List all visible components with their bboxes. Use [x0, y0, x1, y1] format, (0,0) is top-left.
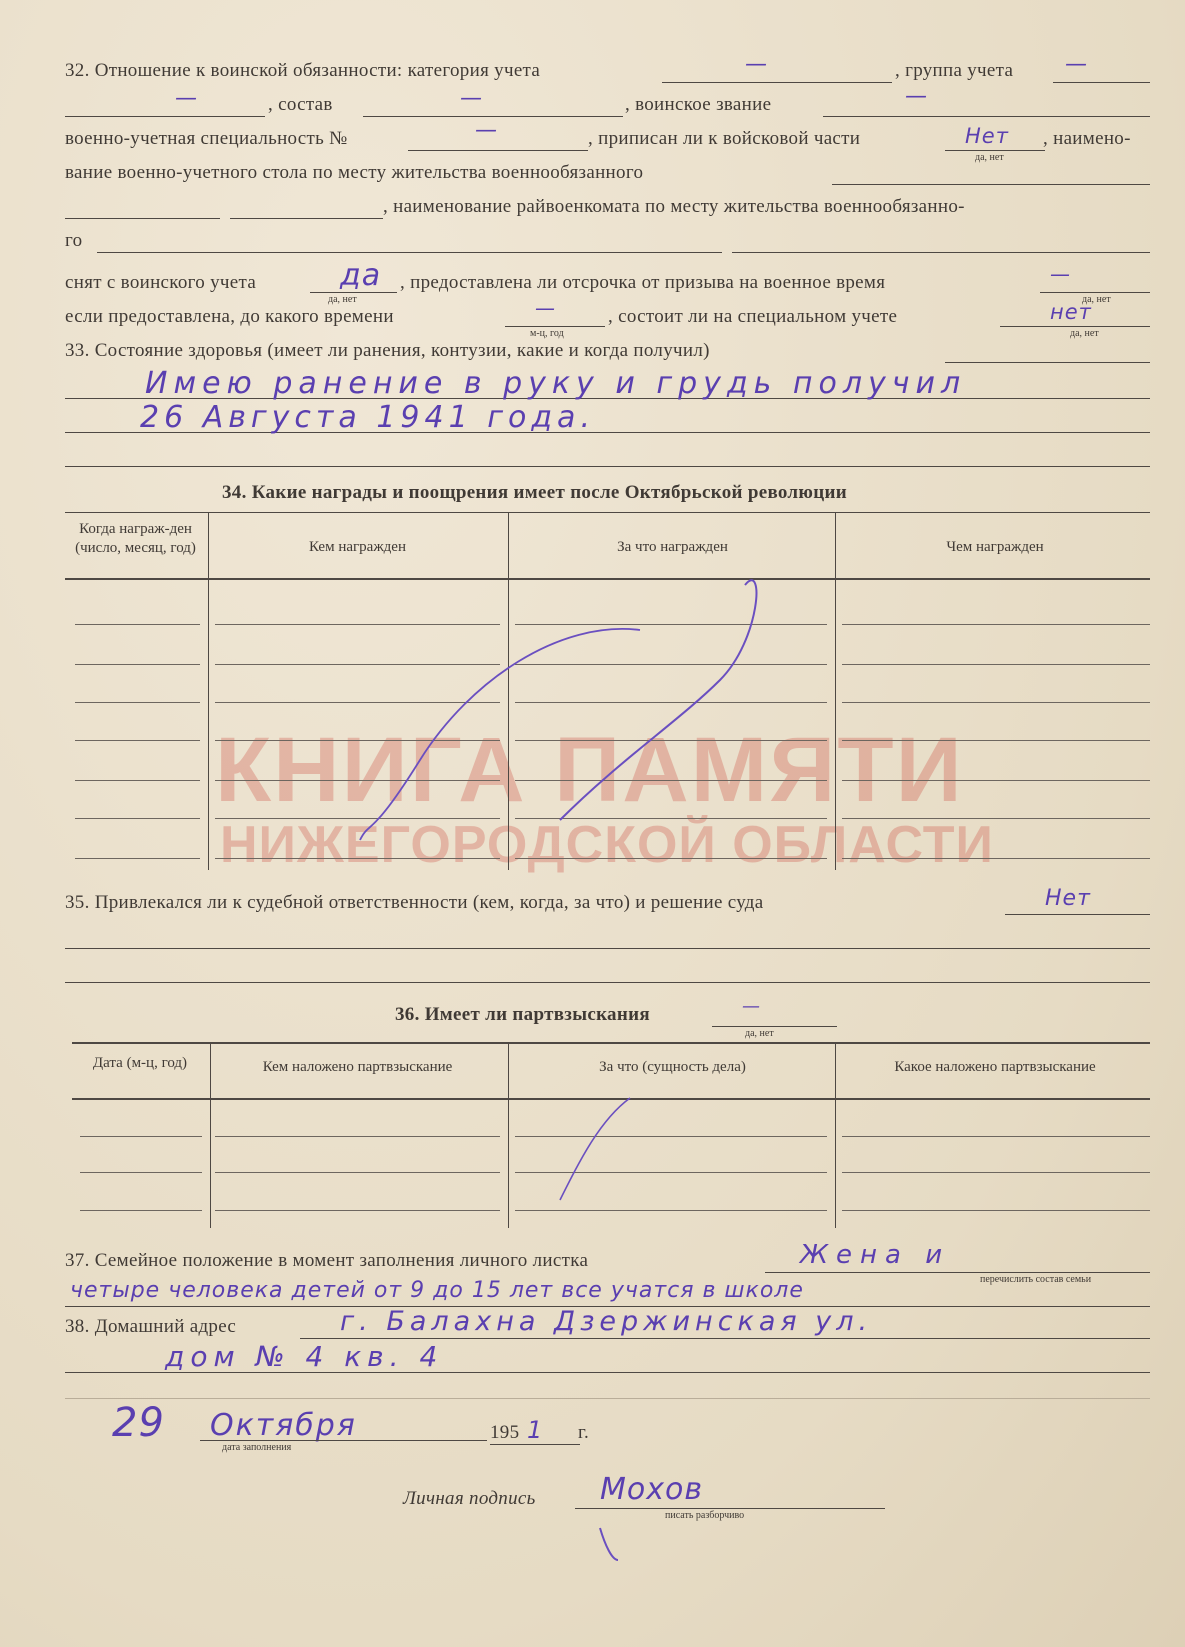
f35-label: 35. Привлекался ли к судебной ответственности (кем, когда, за что) и решение суда	[65, 892, 764, 913]
f36-value: —	[742, 996, 761, 1017]
f32-until-label: если предоставлена, до какого времени	[65, 306, 394, 327]
date-year-digit: 1	[527, 1416, 544, 1444]
signature-hint: писать разборчиво	[665, 1510, 745, 1521]
f32-rank-label: , воинское звание	[625, 94, 772, 115]
f32-unit-value: Нет	[965, 124, 1009, 148]
f34-col2-header: Кем награжден	[308, 539, 406, 555]
f37-line2: четыре человека детей от 9 до 15 лет все учатся в школе	[70, 1278, 804, 1303]
f32-group-value: —	[1065, 52, 1088, 77]
date-hint: дата заполнения	[222, 1442, 292, 1453]
f32-removed-value: да	[340, 258, 382, 293]
f37-hint: перечислить состав семьи	[980, 1274, 1092, 1285]
f32-table-label: вание военно-учетного стола по месту жительства военнообязанного	[65, 162, 644, 183]
f34-col1-header: Когда награж-ден (число, месяц, год)	[75, 521, 196, 556]
f32-deferral-value: —	[1050, 262, 1071, 286]
f32-special-value: нет	[1050, 300, 1092, 324]
f34-col4-header: Чем награжден	[946, 539, 1044, 555]
f35-value: Нет	[1045, 886, 1091, 911]
f32-comp-label: , состав	[268, 94, 333, 115]
f36-title: 36. Имеет ли партвзыскания	[395, 1004, 650, 1025]
f32-go: го	[65, 230, 83, 251]
f32-removed-hint: да, нет	[328, 294, 357, 305]
f36-col3-header: За что (сущность дела)	[599, 1059, 746, 1075]
f37-value: Жена и	[800, 1240, 951, 1270]
f33-text-line1: Имею ранение в руку и грудь получил	[145, 366, 967, 401]
f32-unit-hint: да, нет	[975, 152, 1004, 163]
f36-hint: да, нет	[745, 1028, 774, 1039]
date-year-suffix: г.	[578, 1422, 589, 1443]
f32-group-label: , группа учета	[895, 60, 1014, 81]
f32-raion-label: , наименование райвоенкомата по месту жительства военнообязанно-	[383, 196, 965, 217]
f32-vus-label: военно-учетная специальность №	[65, 128, 348, 149]
f36-col1-header: Дата (м-ц, год)	[92, 1055, 188, 1071]
f34-title: 34. Какие награды и поощрения имеет после Октябрьской революции	[222, 482, 847, 503]
f32-until-hint: м-ц, год	[530, 328, 564, 339]
f38-value: г. Балахна Дзержинская ул.	[340, 1306, 873, 1337]
f38-line2: дом № 4 кв. 4	[165, 1340, 444, 1373]
f32-unit-label: , приписан ли к войсковой части	[588, 128, 861, 149]
f32-label: 32. Отношение к воинской обязанности: категория учета	[65, 60, 541, 81]
f33-text-line2: 26 Августа 1941 года.	[140, 400, 595, 435]
date-day: 29	[112, 1400, 165, 1446]
f33-label: 33. Состояние здоровья (имеет ли ранения, контузии, какие и когда получил)	[65, 340, 710, 361]
f36-col2-header: Кем наложено партвзыскание	[262, 1059, 453, 1075]
f32-comp2-value: —	[460, 86, 483, 111]
f32-deferral-label: , предоставлена ли отсрочка от призыва на военное время	[400, 272, 886, 293]
date-year-prefix: 195	[490, 1422, 520, 1443]
f37-label: 37. Семейное положение в момент заполнения личного листка	[65, 1250, 589, 1271]
f32-deferral-hint: да, нет	[1082, 294, 1111, 305]
f32-rank-value: —	[905, 84, 928, 109]
f34-col3-header: За что награжден	[617, 539, 728, 555]
f36-col4-header: Какое наложено партвзыскание	[894, 1059, 1096, 1075]
f32-removed-label: снят с воинского учета	[65, 272, 257, 293]
f32-vus-value: —	[475, 118, 498, 143]
f38-label: 38. Домашний адрес	[65, 1316, 237, 1337]
f32-special-hint: да, нет	[1070, 328, 1099, 339]
f32-category-value: —	[745, 52, 768, 77]
signature-label: Личная подпись	[403, 1488, 536, 1509]
watermark-line1: КНИГА ПАМЯТИ	[215, 719, 964, 821]
date-month: Октября	[210, 1408, 357, 1443]
signature-handwriting: Мохов	[600, 1472, 704, 1507]
f32-comp-value: —	[175, 86, 198, 111]
f32-special-label: , состоит ли на специальном учете	[608, 306, 898, 327]
f32-until-value: —	[535, 296, 556, 320]
f32-name-tail: , наимено-	[1043, 128, 1131, 149]
watermark-line2: НИЖЕГОРОДСКОЙ ОБЛАСТИ	[220, 816, 994, 874]
